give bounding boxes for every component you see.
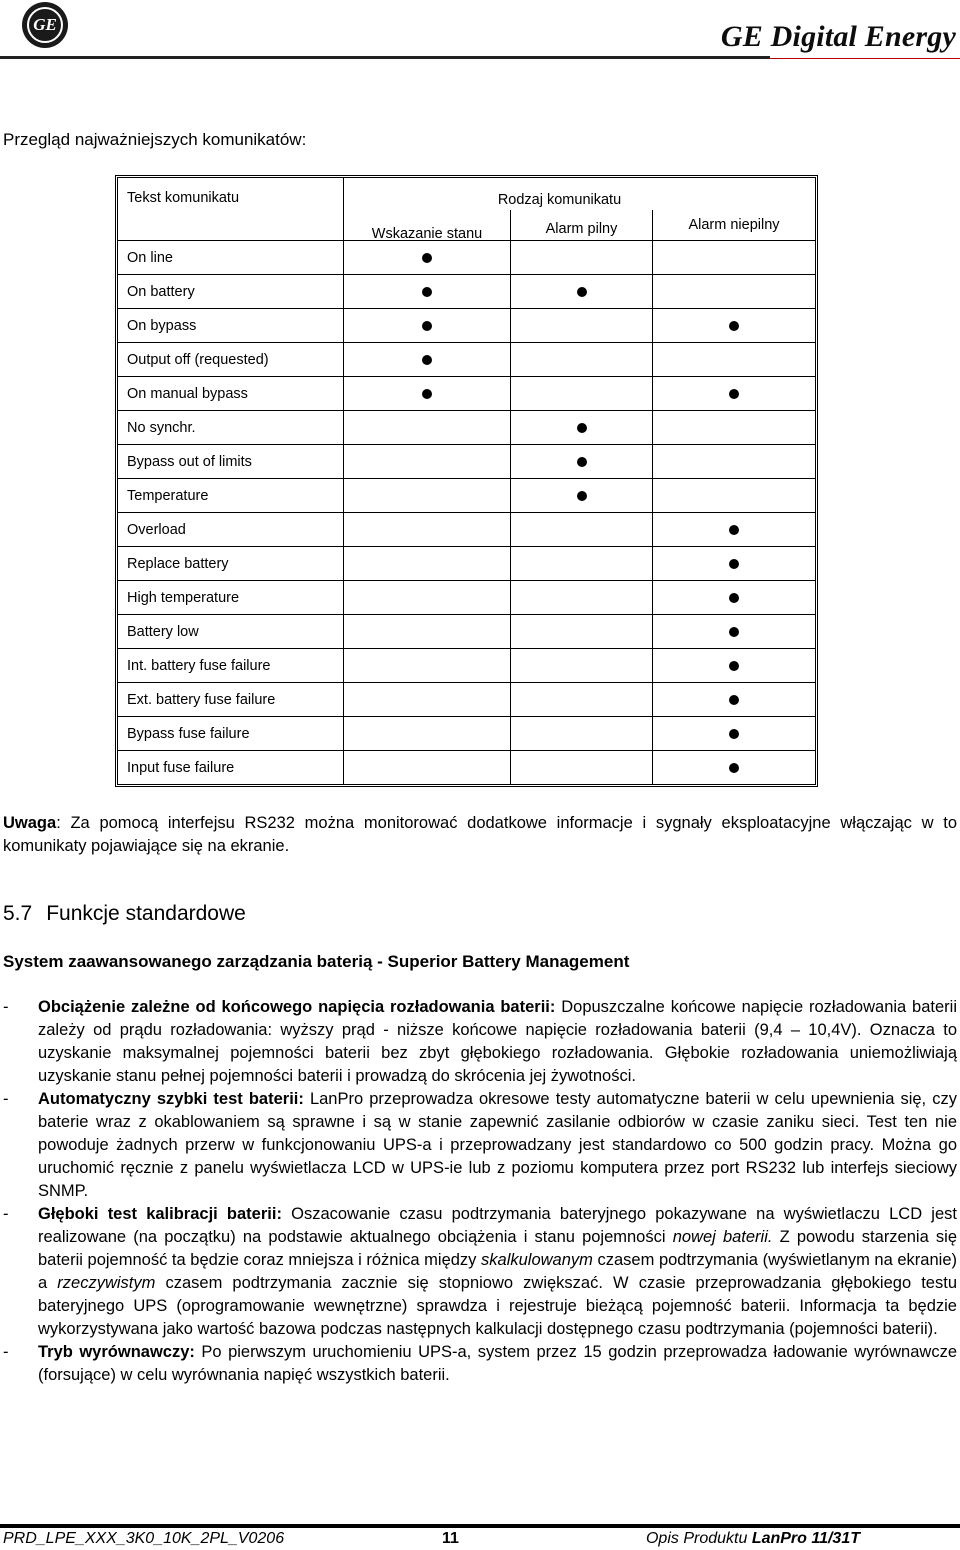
cell-alarm [511,547,653,581]
header-alarm: Alarm pilny [511,210,653,241]
table-row [118,445,815,479]
message-name: On battery [118,275,344,309]
note-text: : Za pomocą interfejsu RS232 można monitorować dodatkowe informacje i sygnały eksploatacyjne włączając w to komunikaty pojawiające się na ekranie. [3,814,957,855]
cell-alarm [511,751,653,784]
cell-nonalarm [653,275,815,309]
header-message-text: Tekst komunikatu [118,178,344,241]
feature-item [3,1341,957,1387]
cell-alarm [511,649,653,683]
bullet-dot-icon [422,355,432,365]
cell-nonalarm [653,377,815,411]
cell-nonalarm [653,581,815,615]
cell-nonalarm [653,683,815,717]
cell-nonalarm [653,411,815,445]
bullet-dot-icon [577,491,587,501]
bullet-dot-icon [729,763,739,773]
feature-text: czasem podtrzymania (wyświetlanym na ekranie) a [38,1251,957,1292]
cell-status [344,581,511,615]
bullet-dot-icon [422,389,432,399]
feature-text: Oszacowanie czasu podtrzymania bateryjnego pokazywane na wyświetlaczu LCD jest realizowane (na początku) na podstawie aktualnego obciążenia i stanu pojemności [38,1205,957,1246]
footer-doc-id: PRD_LPE_XXX_3K0_10K_2PL_V0206 [3,1530,285,1547]
header-message-type: Rodzaj komunikatu [497,192,622,208]
bullet-dot-icon [729,661,739,671]
feature-label: Tryb wyrównawczy: [38,1343,195,1361]
feature-item [3,1088,957,1203]
message-name: Ext. battery fuse failure [118,683,344,717]
cell-status [344,479,511,513]
message-name: Output off (requested) [118,343,344,377]
table-header-row [118,178,815,210]
cell-status [344,649,511,683]
table-row [118,547,815,581]
cell-status [344,411,511,445]
feature-label: Głęboki test kalibracji baterii: [38,1205,282,1223]
message-name: Int. battery fuse failure [118,649,344,683]
cell-nonalarm [653,309,815,343]
header-divider [0,56,770,59]
bullet-dot-icon [577,287,587,297]
table-row [118,275,815,309]
table-row [118,377,815,411]
cell-alarm [511,411,653,445]
cell-nonalarm [653,717,815,751]
message-name: Bypass out of limits [118,445,344,479]
feature-text: rzeczywistym [57,1274,156,1292]
bullet-dot-icon [729,389,739,399]
section-title: Przegląd najważniejszych komunikatów: [3,130,307,149]
bullet-dot-icon [422,253,432,263]
footer-page-number: 11 [442,1530,459,1547]
table-row [118,411,815,445]
message-name: Temperature [118,479,344,513]
section-heading [3,902,246,926]
feature-item [3,996,957,1088]
messages-table [115,175,818,787]
feature-label: Automatyczny szybki test baterii: [38,1090,304,1108]
cell-alarm [511,241,653,275]
section-number: 5.7 [3,902,33,925]
cell-status [344,275,511,309]
dash-marker: - [3,1343,9,1361]
feature-text: Dopuszczalne końcowe napięcie rozładowania baterii zależy od prądu rozładowania: wyższy prąd - niższe końcowe napięcie rozładowania baterii (9,4 – 10,4V). Oznacza to uzyskanie maksymalnej pojemności baterii bez zbyt głębokiego rozładowania. Głębokie rozładowania uniemożliwiają uzyskanie stanu pełnej pojemności baterii i prowadzą do skrócenia jej żywotności. [38,998,957,1085]
bullet-dot-icon [729,729,739,739]
cell-alarm [511,615,653,649]
cell-alarm [511,479,653,513]
table-row [118,751,815,784]
cell-alarm [511,717,653,751]
cell-status [344,717,511,751]
message-name: On bypass [118,309,344,343]
table-row [118,683,815,717]
bullet-dot-icon [577,457,587,467]
section-subheading: System zaawansowanego zarządzania baterią - Superior Battery Management [3,952,630,971]
cell-nonalarm [653,513,815,547]
message-name: Replace battery [118,547,344,581]
bullet-dot-icon [729,321,739,331]
table-row [118,513,815,547]
bullet-dot-icon [729,695,739,705]
header-nonalarm: Alarm niepilny [653,210,815,241]
cell-alarm [511,275,653,309]
table-row [118,615,815,649]
cell-nonalarm [653,547,815,581]
cell-nonalarm [653,241,815,275]
feature-text: nowej baterii. [672,1228,773,1246]
cell-alarm [511,513,653,547]
feature-text: czasem podtrzymania zacznie się stopniowo zwiększać. W czasie przeprowadzania głębokiego testu bateryjnego UPS (oprogramowanie wewnętrzne) sprawdza i rejestruje bieżącą pojemność baterii. Informacja ta będzie wykorzystywana jako wartość bazowa podczas następnych kalkulacji dostępnego czasu podtrzymania (pojemności baterii). [38,1274,957,1338]
table-row [118,581,815,615]
cell-alarm [511,377,653,411]
cell-status [344,445,511,479]
bullet-dot-icon [422,321,432,331]
section-heading-title: Funkcje standardowe [46,902,246,925]
bullet-dot-icon [729,525,739,535]
cell-status [344,513,511,547]
cell-alarm [511,343,653,377]
dash-marker: - [3,1205,9,1223]
cell-status [344,377,511,411]
cell-alarm [511,683,653,717]
cell-status [344,309,511,343]
message-name: No synchr. [118,411,344,445]
table-row [118,241,815,275]
feature-text: skalkulowanym [481,1251,593,1269]
brand-title: GE Digital Energy [720,20,956,53]
bullet-dot-icon [729,627,739,637]
feature-text: Z powodu starzenia się baterii pojemność ta będzie coraz mniejsza i różnica między [38,1228,957,1269]
message-name: On line [118,241,344,275]
note-label: Uwaga [3,814,57,832]
table-row [118,479,815,513]
message-name: On manual bypass [118,377,344,411]
feature-text: Po pierwszym uruchomieniu UPS-a, system przez 15 godzin przeprowadza ładowanie wyrównawcze (forsujące) w celu wyrównania napięć wszystkich baterii. [38,1343,957,1384]
cell-nonalarm [653,615,815,649]
cell-status [344,241,511,275]
cell-alarm [511,581,653,615]
table-row [118,717,815,751]
cell-status [344,343,511,377]
cell-nonalarm [653,649,815,683]
feature-text: LanPro przeprowadza okresowe testy automatyczne baterii w celu upewnienia się, czy baterie wraz z okablowaniem są sprawne i są w stanie zapewnić zasilanie odbiorów w czasie zaniku sieci. Test ten nie powoduje żadnych przerw w funkcjonowaniu UPS-a i przeprowadzany jest standardowo co 500 godzin pracy. Można go uruchomić ręcznie z panelu wyświetlacza LCD w UPS-ie lub z poziomu komputera przez port RS232 lub interfejs sieciowy SNMP. [38,1090,957,1200]
table-row [118,343,815,377]
note-paragraph [3,812,957,858]
feature-label: Obciążenie zależne od końcowego napięcia rozładowania baterii: [38,998,556,1016]
cell-status [344,751,511,784]
cell-status [344,683,511,717]
message-name: High temperature [118,581,344,615]
footer-product-name: LanPro 11/31T [751,1530,860,1547]
table-row [118,309,815,343]
ge-logo [22,2,68,48]
bullet-dot-icon [729,593,739,603]
cell-nonalarm [653,479,815,513]
feature-item [3,1203,957,1341]
table-row [118,649,815,683]
dash-marker: - [3,1090,9,1108]
message-name: Overload [118,513,344,547]
bullet-dot-icon [422,287,432,297]
dash-marker: - [3,998,9,1016]
cell-alarm [511,445,653,479]
cell-status [344,615,511,649]
bullet-dot-icon [577,423,587,433]
footer-product: Opis Produktu LanPro 11/31T [645,1530,860,1547]
bullet-dot-icon [729,559,739,569]
message-name: Battery low [118,615,344,649]
header-divider-accent [770,58,960,59]
cell-status [344,547,511,581]
ge-logo-text: GE [27,7,63,43]
feature-list [3,996,957,1387]
cell-nonalarm [653,445,815,479]
cell-nonalarm [653,343,815,377]
header-status: Wskazanie stanu [344,210,511,241]
message-name: Input fuse failure [118,751,344,784]
cell-alarm [511,309,653,343]
footer-divider [0,1524,960,1528]
cell-nonalarm [653,751,815,784]
message-name: Bypass fuse failure [118,717,344,751]
